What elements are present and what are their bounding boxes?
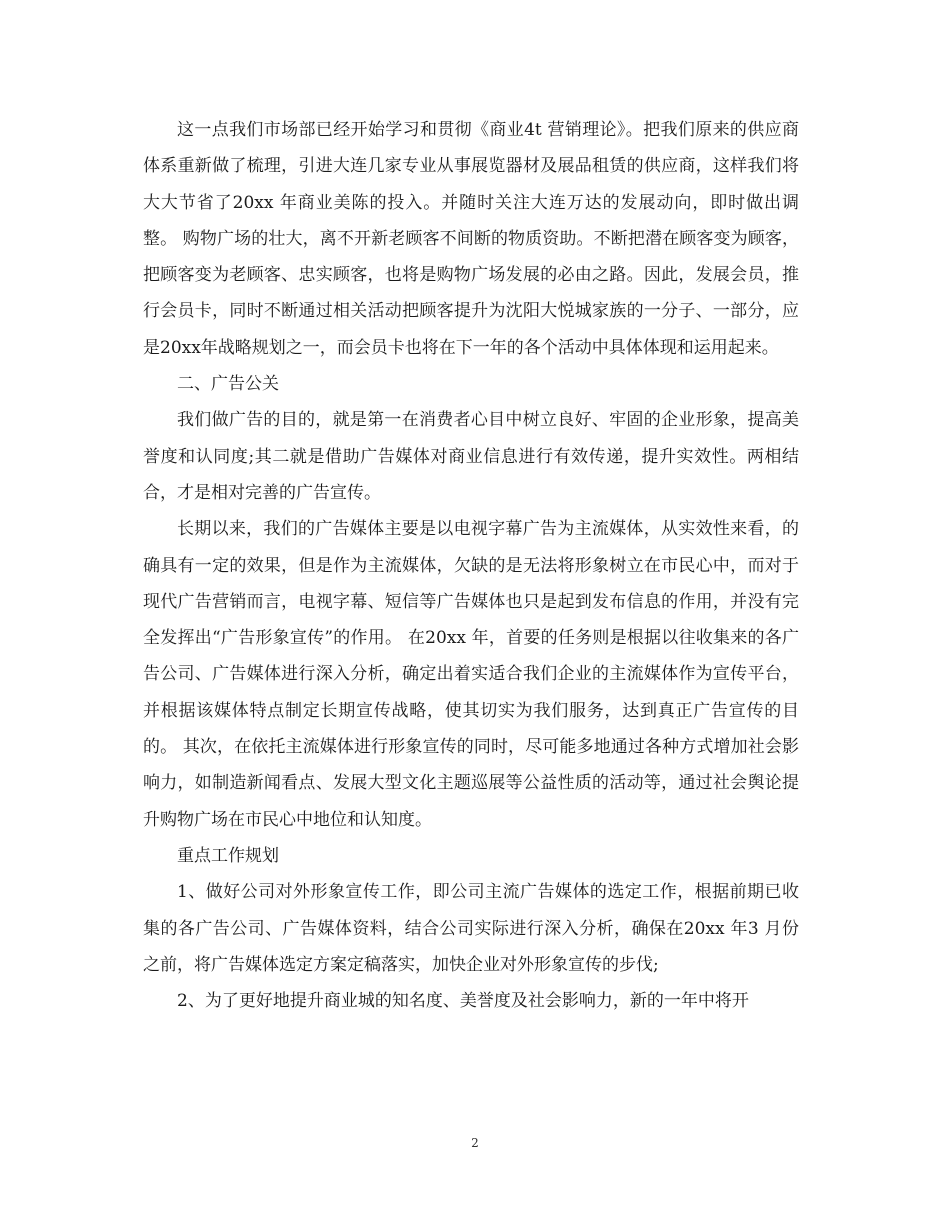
page-number: 2: [471, 1136, 479, 1150]
paragraph-plan-item-1: 1、做好公司对外形象宣传工作，即公司主流广告媒体的选定工作，根据前期已收集的各广告公司、广告媒体资料，结合公司实际进行深入分析，确保在20xx 年3 月份之前，将广告媒体选定方案定稿落实，加快企业对外形象宣传的步伐;: [143, 882, 799, 975]
paragraph-media-strategy: 长期以来，我们的广告媒体主要是以电视字幕广告为主流媒体，从实效性来看，的确具有一定的效果，但是作为主流媒体，欠缺的是无法将形象树立在市民心中，而对于现代广告营销而言，电视字幕、短信等广告媒体也只是起到发布信息的作用，并没有完全发挥出“广告形象宣传”的作用。 在20xx 年，首要的任务则是根据以往收集来的各广告公司、广告媒体进行深入分析，确定出着实适合我们企业的主流媒体作为宣传平台，并根据该媒体特点制定长期宣传战略，使其切实为我们服务，达到真正广告宣传的目的。 其次，在依托主流媒体进行形象宣传的同时，尽可能多地通过各种方式增加社会影响力，如制造新闻看点、发展大型文化主题巡展等公益性质的活动等，通过社会舆论提升购物广场在市民心中地位和认知度。: [143, 519, 799, 830]
paragraph-advertising-purpose: 我们做广告的目的，就是第一在消费者心目中树立良好、牢固的企业形象，提高美誉度和认同度;其二就是借助广告媒体对商业信息进行有效传递，提升实效性。两相结合，才是相对完善的广告宣传。: [143, 410, 799, 503]
document-body: [143, 112, 799, 1019]
section-heading-advertising-pr: 二、广告公关: [177, 374, 279, 395]
paragraph-plan-item-2: 2、为了更好地提升商业城的知名度、美誉度及社会影响力，新的一年中将开: [177, 991, 749, 1012]
paragraph-marketing-theory: 这一点我们市场部已经开始学习和贯彻《商业4t 营销理论》。把我们原来的供应商体系重新做了梳理，引进大连几家专业从事展览器材及展品租赁的供应商，这样我们将大大节省了20xx 年商业美陈的投入。并随时关注大连万达的发展动向，即时做出调整。 购物广场的壮大，离不开新老顾客不间断的物质资助。不断把潜在顾客变为顾客，把顾客变为老顾客、忠实顾客，也将是购物广场发展的必由之路。因此，发展会员，推行会员卡，同时不断通过相关活动把顾客提升为沈阳大悦城家族的一分子、一部分，应是20xx年战略规划之一，而会员卡也将在下一年的各个活动中具体体现和运用起来。: [143, 120, 799, 358]
section-heading-key-work-plan: 重点工作规划: [177, 845, 279, 866]
